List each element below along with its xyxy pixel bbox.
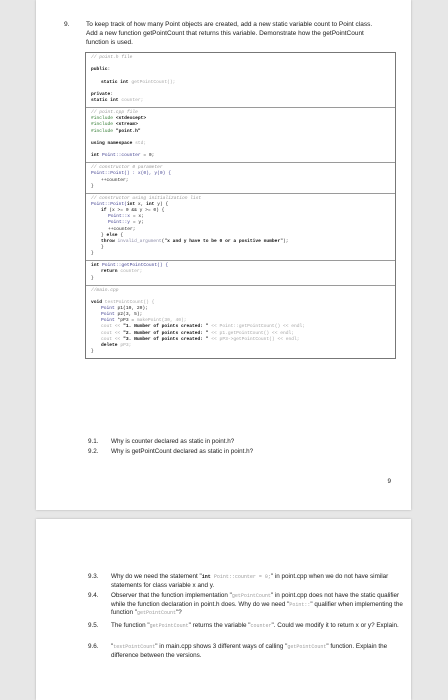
code-section xyxy=(86,163,395,194)
code-line: int Point::getPointCount() { xyxy=(91,263,169,269)
code-line: } xyxy=(91,251,94,257)
subquestion-number: 9.2. xyxy=(88,448,99,455)
code-listing xyxy=(85,52,396,359)
code-line: cout << "2. Number of points created: " << p1.getPointCount() << endl; xyxy=(101,330,294,336)
code-line: delete pP3; xyxy=(101,342,132,348)
subquestion-text: "testPointCount" in main.cpp shows 3 different ways of calling "getPointCount" function. Explain the difference between the versions. xyxy=(111,643,388,659)
code-line: throw invalid_argument("x and y have to be 0 or a positive number"); xyxy=(101,238,289,244)
subquestion-text: Why is getPointCount declared as static in point.h? xyxy=(111,448,254,455)
code-section xyxy=(86,194,395,261)
code-line: Point p1(10, 20); xyxy=(101,306,148,312)
code-line: using namespace std; xyxy=(91,140,147,146)
code-line: void testPointCount() { xyxy=(91,299,155,305)
subquestion-text: The function "getPointCount" returns the variable "counter". Could we modify it to return x or y? Explain. xyxy=(111,622,399,629)
subquestion-number: 9.4. xyxy=(88,592,99,599)
code-line: #include <stdexcept> xyxy=(91,116,147,122)
code-line: static int counter; xyxy=(91,97,144,103)
code-line: // constructor using initialization list xyxy=(91,195,202,201)
code-line: cout << "3. Number of points created: " << pP3->getPointCount() << endl; xyxy=(101,336,300,342)
subquestion-text: Observer that the function implementation "getPointCount" in point.cpp does not have the static qualifier while the function declaration in point.h does. Why do we need "Point::" qualifier when implementing the function "getPointCount"? xyxy=(111,592,403,616)
subquestion-number: 9.1. xyxy=(88,438,99,445)
code-line: public: xyxy=(91,67,111,73)
code-line: //main.cpp xyxy=(91,287,119,293)
page-10 xyxy=(36,519,411,700)
code-line: } else { xyxy=(101,232,124,238)
code-line: Point::y = y; xyxy=(108,220,144,226)
code-line: private: xyxy=(91,91,114,97)
code-line: int Point::counter = 0; xyxy=(91,153,155,159)
code-line: // point.h file xyxy=(91,55,133,60)
page-9 xyxy=(36,0,411,510)
code-line: #include "point.h" xyxy=(91,128,141,134)
subquestion-number: 9.3. xyxy=(88,573,99,580)
code-line: } xyxy=(91,349,94,355)
code-section xyxy=(86,261,395,285)
code-line: Point::Point(int x, int y) { xyxy=(91,201,169,207)
code-line: ++counter; xyxy=(101,177,129,183)
code-line: #include <stream> xyxy=(91,122,138,128)
code-section xyxy=(86,286,395,359)
code-line: return counter; xyxy=(101,269,143,275)
page-number: 9 xyxy=(387,478,391,485)
code-line: Point p2(3, 5); xyxy=(101,312,143,318)
code-line: Point::x = x; xyxy=(108,214,144,220)
code-line: } xyxy=(91,183,94,189)
code-line: } xyxy=(101,244,104,250)
code-line: } xyxy=(91,275,94,281)
code-line: // point.cpp file xyxy=(91,110,138,116)
code-line: // constructor 0 parameter xyxy=(91,165,163,171)
subquestion-number: 9.5. xyxy=(88,622,99,629)
code-section xyxy=(86,108,395,163)
subquestion-text: Why do we need the statement "int Point::counter = 0;" in point.cpp when we do not have similar statements for class variable x and y. xyxy=(111,573,389,589)
code-line: cout << "1. Number of points created: " << Point::getPointCount() << endl; xyxy=(101,324,306,330)
code-line: Point *pP3 = makePoint(30, 40); xyxy=(101,318,187,324)
code-line: static int getPointCount(); xyxy=(101,79,176,85)
question-number: 9. xyxy=(64,21,70,28)
code-line: ++counter; xyxy=(108,226,136,232)
question-text: To keep track of how many Point objects are created, add a new static variable count to Point class. Add a new function getPointCount that returns this variable. Demonstrate how the getPointCount function is used. xyxy=(86,21,373,46)
code-line: Point::Point() : x(0), y(0) { xyxy=(91,171,171,177)
subquestion-text: Why is counter declared as static in point.h? xyxy=(111,438,235,445)
code-line: if (x >= 0 && y >= 0) { xyxy=(101,208,165,214)
subquestion-number: 9.6. xyxy=(88,643,99,650)
code-section xyxy=(86,53,395,108)
